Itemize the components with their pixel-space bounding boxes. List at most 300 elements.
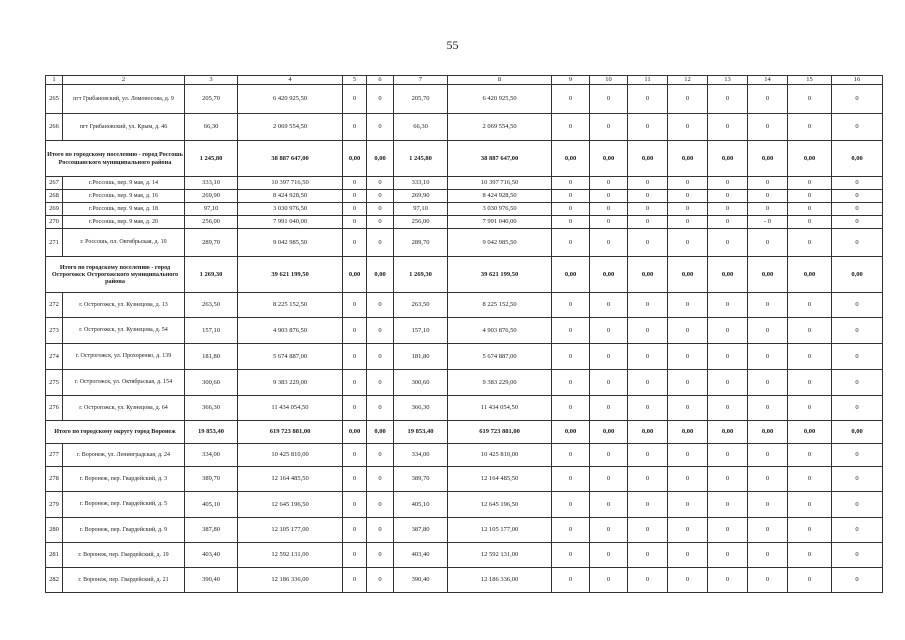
value-cell: 0 — [590, 492, 628, 518]
value-cell: 0 — [668, 177, 708, 190]
value-cell: 0 — [788, 370, 832, 396]
value-cell: 0 — [788, 444, 832, 467]
value-cell: 0 — [552, 518, 590, 543]
address-cell: г. Воронеж, пер. Гвардейский, д. 21 — [63, 568, 185, 593]
value-cell: 0 — [668, 318, 708, 344]
value-cell: 9 383 229,00 — [238, 370, 343, 396]
value-cell: 0 — [708, 518, 748, 543]
subtotal-cell: 0,00 — [343, 421, 367, 444]
table-row — [46, 177, 883, 190]
row-number: 265 — [46, 85, 63, 114]
value-cell: 0 — [708, 344, 748, 370]
column-number: 10 — [590, 76, 628, 85]
address-cell: г. Россошь, пл. Октябрьская, д. 10 — [63, 229, 185, 257]
value-cell: 0 — [552, 467, 590, 492]
value-cell: 0 — [343, 467, 367, 492]
value-cell: 2 069 554,50 — [448, 114, 552, 141]
value-cell: 403,40 — [394, 543, 448, 568]
subtotal-cell: 39 621 199,50 — [238, 257, 343, 293]
value-cell: 0 — [748, 344, 788, 370]
register-table — [45, 75, 883, 593]
value-cell: 0 — [343, 216, 367, 229]
value-cell: 0 — [748, 203, 788, 216]
row-number: 280 — [46, 518, 63, 543]
value-cell: 0 — [748, 293, 788, 318]
value-cell: 9 042 985,50 — [448, 229, 552, 257]
value-cell: 0 — [832, 344, 883, 370]
value-cell: 0 — [748, 85, 788, 114]
value-cell: 5 674 887,00 — [448, 344, 552, 370]
value-cell: 0 — [628, 568, 668, 593]
address-cell: г.Россошь, пер. 9 мая, д. 18 — [63, 203, 185, 216]
subtotal-cell: 19 853,40 — [185, 421, 238, 444]
subtotal-cell: 0,00 — [748, 421, 788, 444]
value-cell: 0 — [552, 543, 590, 568]
value-cell: 3 030 976,50 — [448, 203, 552, 216]
value-cell: 0 — [628, 344, 668, 370]
value-cell: 0 — [552, 114, 590, 141]
address-cell: пгт Грибановский, ул. Ломоносова, д. 9 — [63, 85, 185, 114]
value-cell: 0 — [590, 318, 628, 344]
value-cell: 0 — [748, 467, 788, 492]
subtotal-cell: 1 269,30 — [185, 257, 238, 293]
subtotal-cell: 0,00 — [788, 257, 832, 293]
subtotal-cell: 39 621 199,50 — [448, 257, 552, 293]
value-cell: 0 — [367, 229, 394, 257]
row-number: 271 — [46, 229, 63, 257]
subtotal-cell: 19 853,40 — [394, 421, 448, 444]
value-cell: 4 903 876,50 — [238, 318, 343, 344]
value-cell: 0 — [628, 492, 668, 518]
value-cell: 2 069 554,50 — [238, 114, 343, 141]
column-number: 2 — [63, 76, 185, 85]
subtotal-cell: 0,00 — [590, 421, 628, 444]
value-cell: 405,10 — [185, 492, 238, 518]
value-cell: 0 — [708, 203, 748, 216]
subtotal-cell: 0,00 — [832, 421, 883, 444]
value-cell: 0 — [552, 568, 590, 593]
value-cell: 0 — [708, 229, 748, 257]
address-cell: г.Россошь, пер. 9 мая, д. 16 — [63, 190, 185, 203]
address-cell: г. Острогожск, ул. Прохоренко, д. 139 — [63, 344, 185, 370]
value-cell: 0 — [708, 318, 748, 344]
value-cell: 0 — [552, 370, 590, 396]
table-row — [46, 344, 883, 370]
value-cell: 333,10 — [185, 177, 238, 190]
value-cell: 11 434 054,50 — [448, 396, 552, 421]
row-number: 268 — [46, 190, 63, 203]
value-cell: 12 645 196,50 — [238, 492, 343, 518]
value-cell: 269,90 — [185, 190, 238, 203]
value-cell: 289,70 — [394, 229, 448, 257]
value-cell: 0 — [367, 568, 394, 593]
value-cell: 0 — [788, 85, 832, 114]
value-cell: 9 042 985,50 — [238, 229, 343, 257]
value-cell: 181,80 — [185, 344, 238, 370]
table-row — [46, 518, 883, 543]
value-cell: 0 — [590, 216, 628, 229]
value-cell: 333,10 — [394, 177, 448, 190]
value-cell: 0 — [748, 518, 788, 543]
value-cell: 0 — [367, 344, 394, 370]
value-cell: 0 — [748, 229, 788, 257]
value-cell: 389,70 — [394, 467, 448, 492]
subtotal-cell: 0,00 — [552, 141, 590, 177]
value-cell: 5 674 887,00 — [238, 344, 343, 370]
value-cell: 0 — [552, 396, 590, 421]
value-cell: 0 — [788, 344, 832, 370]
value-cell: 0 — [788, 177, 832, 190]
value-cell: 157,10 — [185, 318, 238, 344]
value-cell: 0 — [668, 229, 708, 257]
value-cell: 12 105 177,00 — [238, 518, 343, 543]
value-cell: 11 434 054,50 — [238, 396, 343, 421]
value-cell: 0 — [343, 492, 367, 518]
value-cell: 0 — [628, 229, 668, 257]
value-cell: 0 — [832, 190, 883, 203]
value-cell: 10 397 716,50 — [238, 177, 343, 190]
value-cell: 0 — [832, 467, 883, 492]
value-cell: 0 — [367, 177, 394, 190]
column-number: 1 — [46, 76, 63, 85]
value-cell: 0 — [590, 190, 628, 203]
table-row — [46, 114, 883, 141]
value-cell: 366,30 — [185, 396, 238, 421]
value-cell: 0 — [628, 370, 668, 396]
address-cell: пгт Грибановский, ул. Крым, д. 46 — [63, 114, 185, 141]
value-cell: 0 — [708, 444, 748, 467]
value-cell: 6 420 925,50 — [448, 85, 552, 114]
subtotal-cell: 1 245,80 — [394, 141, 448, 177]
value-cell: 0 — [668, 492, 708, 518]
row-number: 274 — [46, 344, 63, 370]
subtotal-cell: 0,00 — [590, 141, 628, 177]
value-cell: 0 — [552, 177, 590, 190]
value-cell: 0 — [343, 518, 367, 543]
value-cell: 0 — [668, 344, 708, 370]
subtotal-row — [46, 257, 883, 293]
value-cell: 0 — [367, 518, 394, 543]
table-row — [46, 216, 883, 229]
subtotal-label: Итого по городскому округу город Воронеж — [46, 421, 185, 444]
subtotal-cell: 0,00 — [343, 141, 367, 177]
value-cell: 263,50 — [185, 293, 238, 318]
value-cell: 0 — [343, 543, 367, 568]
column-number: 4 — [238, 76, 343, 85]
value-cell: 0 — [367, 543, 394, 568]
column-number: 3 — [185, 76, 238, 85]
value-cell: 0 — [708, 370, 748, 396]
value-cell: 0 — [628, 216, 668, 229]
value-cell: 0 — [343, 444, 367, 467]
value-cell: 12 105 177,00 — [448, 518, 552, 543]
value-cell: 97,10 — [185, 203, 238, 216]
column-number: 9 — [552, 76, 590, 85]
value-cell: 0 — [552, 229, 590, 257]
value-cell: 0 — [832, 396, 883, 421]
value-cell: 0 — [590, 177, 628, 190]
table-row — [46, 396, 883, 421]
subtotal-cell: 0,00 — [668, 421, 708, 444]
row-number: 276 — [46, 396, 63, 421]
column-number: 6 — [367, 76, 394, 85]
value-cell: 0 — [590, 114, 628, 141]
value-cell: 0 — [552, 444, 590, 467]
value-cell: 0 — [788, 543, 832, 568]
page-number: 55 — [446, 38, 459, 52]
value-cell: 0 — [832, 492, 883, 518]
value-cell: 181,80 — [394, 344, 448, 370]
value-cell: 0 — [708, 396, 748, 421]
value-cell: 0 — [748, 396, 788, 421]
value-cell: 0 — [788, 216, 832, 229]
value-cell: 0 — [668, 518, 708, 543]
subtotal-cell: 0,00 — [748, 141, 788, 177]
subtotal-cell: 0,00 — [788, 141, 832, 177]
value-cell: 0 — [590, 396, 628, 421]
subtotal-label: Итого по городскому поселению - город Острогожск Острогожского муниципального района — [46, 257, 185, 293]
value-cell: 0 — [628, 85, 668, 114]
value-cell: 0 — [832, 114, 883, 141]
value-cell: 256,00 — [185, 216, 238, 229]
value-cell: 0 — [748, 543, 788, 568]
value-cell: 0 — [668, 543, 708, 568]
value-cell: 0 — [832, 543, 883, 568]
value-cell: 0 — [343, 190, 367, 203]
value-cell: 0 — [788, 318, 832, 344]
row-number: 270 — [46, 216, 63, 229]
address-cell: г. Острогожск, ул. Октябрьская, д. 154 — [63, 370, 185, 396]
value-cell: 0 — [668, 190, 708, 203]
column-number: 12 — [668, 76, 708, 85]
column-number: 16 — [832, 76, 883, 85]
column-number: 8 — [448, 76, 552, 85]
value-cell: 0 — [590, 203, 628, 216]
address-cell: г.Россошь, пер. 9 мая, д. 14 — [63, 177, 185, 190]
table-row — [46, 203, 883, 216]
row-number: 275 — [46, 370, 63, 396]
subtotal-row — [46, 141, 883, 177]
value-cell: 0 — [343, 318, 367, 344]
value-cell: 8 424 928,50 — [238, 190, 343, 203]
subtotal-cell: 0,00 — [367, 421, 394, 444]
column-number: 15 — [788, 76, 832, 85]
value-cell: 0 — [788, 396, 832, 421]
value-cell: 0 — [628, 543, 668, 568]
value-cell: 12 164 485,50 — [238, 467, 343, 492]
row-number: 282 — [46, 568, 63, 593]
value-cell: 0 — [748, 190, 788, 203]
value-cell: 366,30 — [394, 396, 448, 421]
value-cell: 12 645 196,50 — [448, 492, 552, 518]
value-cell: 0 — [628, 444, 668, 467]
value-cell: 0 — [367, 216, 394, 229]
subtotal-cell: 0,00 — [708, 421, 748, 444]
value-cell: 0 — [590, 370, 628, 396]
value-cell: 300,60 — [185, 370, 238, 396]
value-cell: 0 — [367, 190, 394, 203]
value-cell: 0 — [628, 318, 668, 344]
subtotal-cell: 0,00 — [552, 257, 590, 293]
subtotal-cell: 619 723 881,00 — [448, 421, 552, 444]
value-cell: 403,40 — [185, 543, 238, 568]
subtotal-cell: 0,00 — [367, 257, 394, 293]
value-cell: 0 — [367, 203, 394, 216]
value-cell: 0 — [343, 344, 367, 370]
value-cell: 0 — [832, 177, 883, 190]
value-cell: 0 — [343, 370, 367, 396]
value-cell: 0 — [552, 85, 590, 114]
value-cell: 8 225 152,50 — [448, 293, 552, 318]
value-cell: 0 — [708, 293, 748, 318]
column-number: 5 — [343, 76, 367, 85]
value-cell: 0 — [668, 203, 708, 216]
row-number: 272 — [46, 293, 63, 318]
subtotal-label: Итого по городскому поселению - город Россошь Россошанского муниципального района — [46, 141, 185, 177]
value-cell: 390,40 — [185, 568, 238, 593]
row-number: 267 — [46, 177, 63, 190]
value-cell: 0 — [788, 293, 832, 318]
column-number: 13 — [708, 76, 748, 85]
value-cell: 334,00 — [394, 444, 448, 467]
address-cell: г. Воронеж, пер. Гвардейский, д. 19 — [63, 543, 185, 568]
value-cell: 0 — [343, 293, 367, 318]
value-cell: 0 — [367, 467, 394, 492]
value-cell: 0 — [552, 203, 590, 216]
address-cell: г. Воронеж, пер. Гвардейский, д. 9 — [63, 518, 185, 543]
value-cell: 0 — [668, 467, 708, 492]
value-cell: 0 — [590, 229, 628, 257]
value-cell: 0 — [708, 492, 748, 518]
value-cell: 0 — [668, 293, 708, 318]
subtotal-cell: 0,00 — [552, 421, 590, 444]
value-cell: 8 225 152,50 — [238, 293, 343, 318]
row-number: 278 — [46, 467, 63, 492]
address-cell: г. Острогожск, ул. Кузнецова, д. 54 — [63, 318, 185, 344]
column-number: 7 — [394, 76, 448, 85]
subtotal-cell: 0,00 — [343, 257, 367, 293]
subtotal-cell: 0,00 — [832, 141, 883, 177]
value-cell: 334,00 — [185, 444, 238, 467]
value-cell: 7 991 040,00 — [238, 216, 343, 229]
value-cell: 0 — [668, 444, 708, 467]
value-cell: 0 — [628, 203, 668, 216]
subtotal-cell: 0,00 — [832, 257, 883, 293]
row-number: 281 — [46, 543, 63, 568]
value-cell: 12 186 336,00 — [448, 568, 552, 593]
value-cell: 0 — [628, 467, 668, 492]
value-cell: 0 — [788, 467, 832, 492]
table-row — [46, 492, 883, 518]
subtotal-cell: 0,00 — [628, 141, 668, 177]
value-cell: 0 — [367, 114, 394, 141]
row-number: 266 — [46, 114, 63, 141]
value-cell: 387,80 — [185, 518, 238, 543]
value-cell: 4 903 876,50 — [448, 318, 552, 344]
value-cell: 0 — [832, 370, 883, 396]
value-cell: 0 — [832, 85, 883, 114]
table-row — [46, 467, 883, 492]
value-cell: 7 991 040,00 — [448, 216, 552, 229]
value-cell: 269,90 — [394, 190, 448, 203]
value-cell: 0 — [832, 318, 883, 344]
value-cell: 0 — [343, 85, 367, 114]
value-cell: 0 — [590, 293, 628, 318]
value-cell: 0 — [628, 396, 668, 421]
value-cell: 0 — [668, 396, 708, 421]
column-number: 14 — [748, 76, 788, 85]
value-cell: 0 — [590, 568, 628, 593]
value-cell: 0 — [552, 492, 590, 518]
value-cell: 405,10 — [394, 492, 448, 518]
address-cell: г. Острогожск, ул. Кузнецова, д. 13 — [63, 293, 185, 318]
value-cell: 0 — [668, 568, 708, 593]
row-number: 277 — [46, 444, 63, 467]
value-cell: 0 — [343, 568, 367, 593]
value-cell: 0 — [552, 344, 590, 370]
value-cell: 12 592 131,00 — [238, 543, 343, 568]
value-cell: 0 — [367, 85, 394, 114]
value-cell: 0 — [628, 518, 668, 543]
value-cell: 0 — [343, 177, 367, 190]
value-cell: 0 — [628, 190, 668, 203]
value-cell: 0 — [708, 190, 748, 203]
value-cell: 12 186 336,00 — [238, 568, 343, 593]
value-cell: 0 — [552, 293, 590, 318]
value-cell: 0 — [708, 568, 748, 593]
value-cell: 0 — [708, 216, 748, 229]
value-cell: 0 — [788, 114, 832, 141]
subtotal-cell: 0,00 — [748, 257, 788, 293]
value-cell: 0 — [367, 370, 394, 396]
value-cell: 0 — [748, 177, 788, 190]
subtotal-cell: 1 245,80 — [185, 141, 238, 177]
value-cell: 0 — [367, 318, 394, 344]
subtotal-cell: 0,00 — [788, 421, 832, 444]
table-row — [46, 318, 883, 344]
value-cell: 0 — [590, 467, 628, 492]
value-cell: 0 — [367, 396, 394, 421]
address-cell: г. Острогожск, ул. Кузнецова, д. 64 — [63, 396, 185, 421]
value-cell: 10 425 810,00 — [238, 444, 343, 467]
value-cell: 263,50 — [394, 293, 448, 318]
value-cell: 0 — [832, 444, 883, 467]
value-cell: 0 — [343, 396, 367, 421]
value-cell: 0 — [552, 190, 590, 203]
value-cell: - 0 — [748, 216, 788, 229]
address-cell: г. Воронеж, пер. Гвардейский, д. 3 — [63, 467, 185, 492]
value-cell: 0 — [748, 370, 788, 396]
value-cell: 0 — [788, 568, 832, 593]
value-cell: 97,10 — [394, 203, 448, 216]
value-cell: 0 — [708, 114, 748, 141]
value-cell: 0 — [668, 85, 708, 114]
value-cell: 0 — [788, 229, 832, 257]
value-cell: 300,60 — [394, 370, 448, 396]
subtotal-cell: 0,00 — [668, 141, 708, 177]
row-number: 269 — [46, 203, 63, 216]
column-number-row — [46, 76, 883, 85]
value-cell: 0 — [343, 229, 367, 257]
value-cell: 0 — [552, 318, 590, 344]
value-cell: 0 — [367, 492, 394, 518]
value-cell: 6 420 925,50 — [238, 85, 343, 114]
value-cell: 10 425 810,00 — [448, 444, 552, 467]
value-cell: 0 — [748, 318, 788, 344]
value-cell: 0 — [832, 568, 883, 593]
value-cell: 0 — [788, 492, 832, 518]
subtotal-cell: 0,00 — [708, 141, 748, 177]
